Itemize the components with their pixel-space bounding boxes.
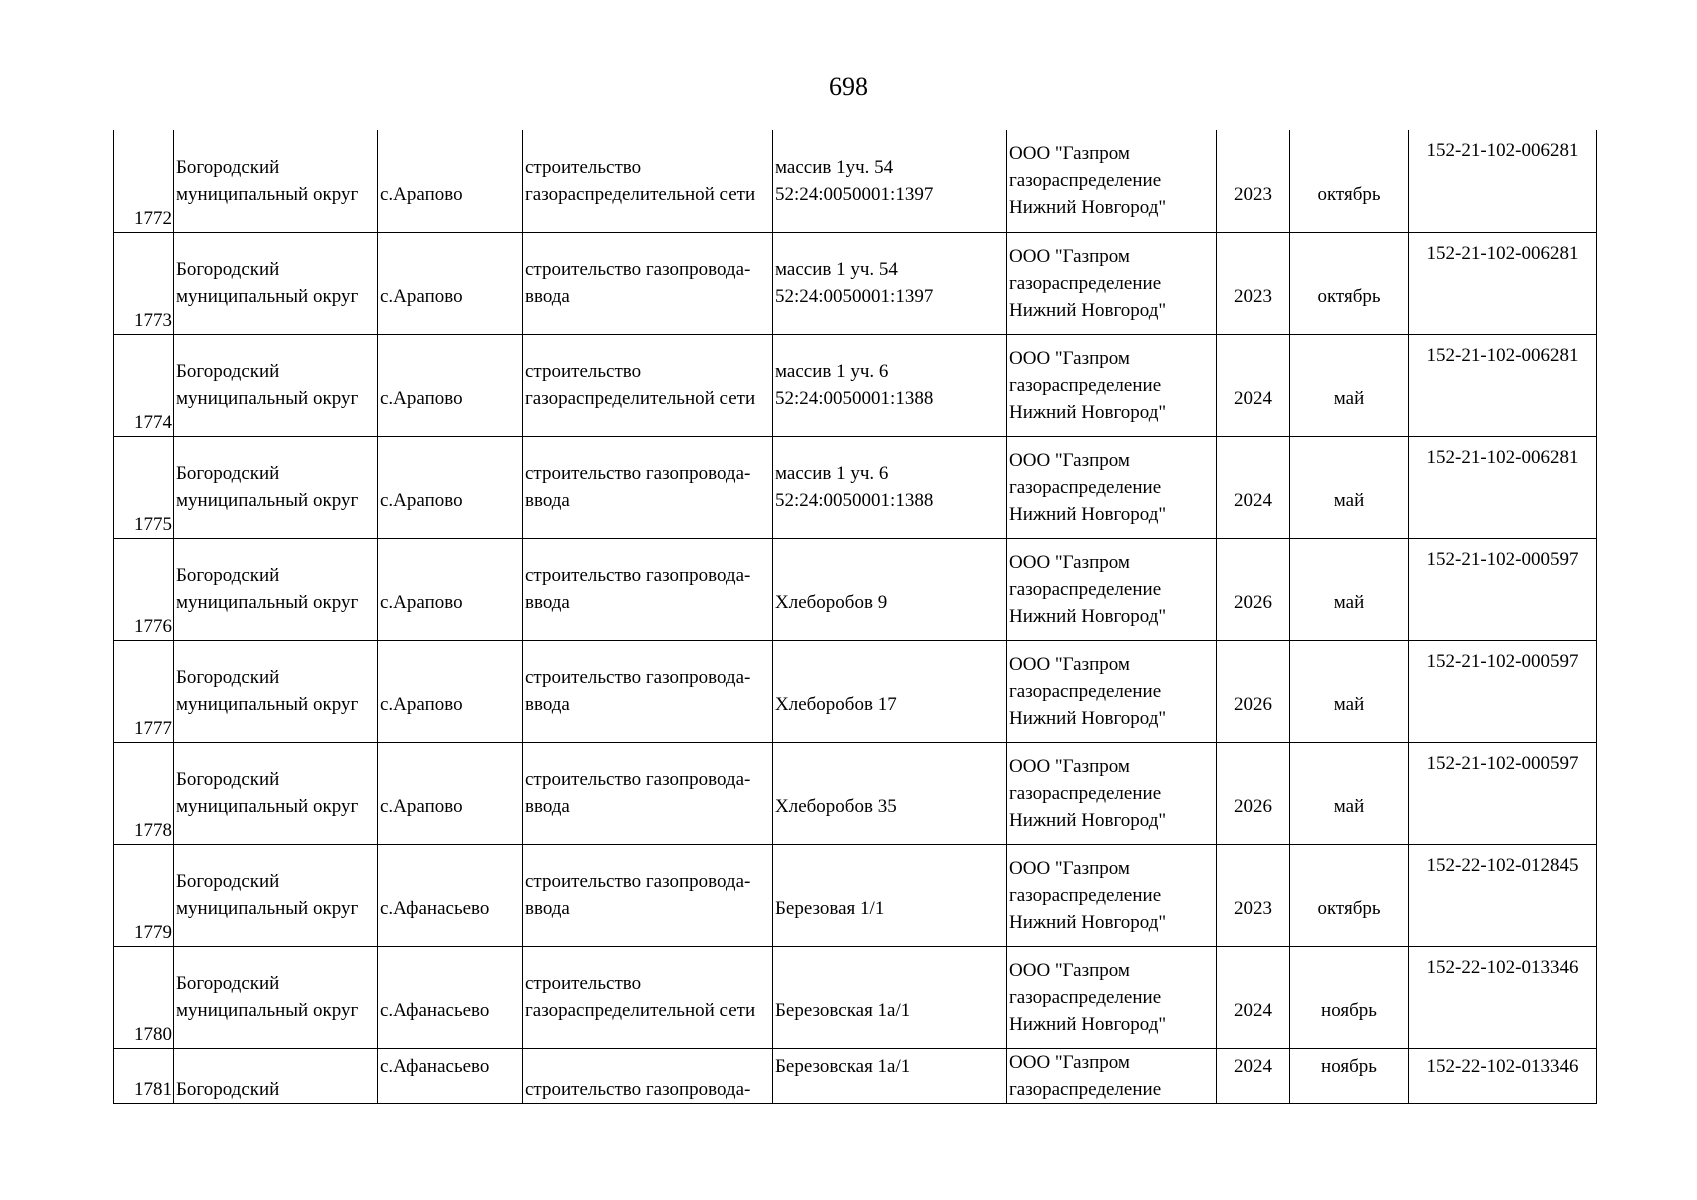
district-cell — [174, 232, 378, 334]
organization-line: Нижний Новгород" — [1009, 503, 1167, 525]
code-cell: 152-21-102-006281 — [1409, 436, 1597, 538]
organization-cell — [1007, 130, 1217, 232]
year-text: 2024 — [1234, 388, 1272, 409]
organization-line: газораспределение — [1009, 986, 1162, 1008]
year-text: 2024 — [1234, 1000, 1272, 1021]
organization-cell — [1007, 232, 1217, 334]
month-text: октябрь — [1317, 898, 1381, 919]
year-cell — [1217, 946, 1290, 1048]
address-line: 52:24:0050001:1397 — [775, 286, 934, 307]
table-row-last — [114, 1048, 1597, 1103]
settlement-text: с.Афанасьево — [380, 1000, 490, 1021]
district-line: Богородский — [176, 769, 280, 790]
settlement-cell — [378, 130, 523, 232]
organization-line: ООО "Газпром — [1009, 449, 1130, 471]
district-line: Богородский — [176, 1078, 280, 1100]
organization-line: Нижний Новгород" — [1009, 605, 1167, 627]
organization-line: газораспределение — [1009, 476, 1162, 498]
work-line: строительство газопровода- — [525, 871, 751, 892]
address-line: 52:24:0050001:1388 — [775, 388, 934, 409]
year-cell — [1217, 640, 1290, 742]
address-line: 52:24:0050001:1388 — [775, 490, 934, 511]
row-number: 1773 — [114, 232, 174, 334]
settlement-text: с.Арапово — [380, 388, 463, 409]
work-cell — [523, 1048, 773, 1103]
district-line: муниципальный округ — [176, 898, 359, 919]
district-line: муниципальный округ — [176, 694, 359, 715]
year-cell — [1217, 538, 1290, 640]
work-line: ввода — [525, 898, 570, 919]
month-cell — [1290, 130, 1409, 232]
year-cell — [1217, 334, 1290, 436]
settlement-cell — [378, 640, 523, 742]
settlement-cell — [378, 538, 523, 640]
address-line: Хлеборобов 35 — [775, 796, 897, 817]
organization-line: газораспределение — [1009, 782, 1162, 804]
address-line: массив 1 уч. 6 — [775, 463, 889, 484]
organization-cell — [1007, 436, 1217, 538]
organization-line: Нижний Новгород" — [1009, 707, 1167, 729]
district-cell — [174, 334, 378, 436]
work-line: газораспределительной сети — [525, 1000, 756, 1021]
address-cell — [773, 742, 1007, 844]
month-text: октябрь — [1317, 183, 1381, 205]
district-line: Богородский — [176, 871, 280, 892]
district-line: Богородский — [176, 565, 280, 586]
month-cell — [1290, 742, 1409, 844]
organization-line: ООО "Газпром — [1009, 959, 1130, 981]
work-cell — [523, 538, 773, 640]
organization-line: Нижний Новгород" — [1009, 1013, 1167, 1035]
settlement-text: с.Афанасьево — [380, 898, 490, 919]
organization-line: газораспределение — [1009, 374, 1162, 396]
code-cell: 152-21-102-006281 — [1409, 130, 1597, 232]
table-row — [114, 844, 1597, 946]
address-line: Хлеборобов 17 — [775, 694, 897, 715]
row-number: 1774 — [114, 334, 174, 436]
organization-cell — [1007, 640, 1217, 742]
month-cell — [1290, 232, 1409, 334]
work-line: ввода — [525, 286, 570, 307]
table-row — [114, 538, 1597, 640]
organization-line: ООО "Газпром — [1009, 143, 1130, 165]
settlement-text: с.Арапово — [380, 796, 463, 817]
work-line: строительство газопровода- — [525, 1078, 751, 1100]
address-cell — [773, 130, 1007, 232]
year-text: 2023 — [1234, 898, 1272, 919]
work-cell — [523, 436, 773, 538]
address-line: массив 1 уч. 6 — [775, 361, 889, 382]
address-line: Березовая 1/1 — [775, 898, 885, 919]
month-text: май — [1333, 796, 1365, 817]
address-line: Хлеборобов 9 — [775, 592, 888, 613]
organization-line: ООО "Газпром — [1009, 551, 1130, 573]
settlement-text: с.Арапово — [380, 694, 463, 715]
settlement-cell — [378, 334, 523, 436]
organization-line: Нижний Новгород" — [1009, 809, 1167, 831]
district-line: Богородский — [176, 973, 280, 994]
code-cell: 152-21-102-006281 — [1409, 334, 1597, 436]
month-text: май — [1333, 388, 1365, 409]
district-line: Богородский — [176, 156, 280, 178]
district-line: муниципальный округ — [176, 388, 359, 409]
year-cell — [1217, 232, 1290, 334]
settlement-cell — [378, 742, 523, 844]
year-text: 2026 — [1234, 796, 1272, 817]
month-cell — [1290, 436, 1409, 538]
table-row — [114, 436, 1597, 538]
district-cell — [174, 742, 378, 844]
address-cell: Березовская 1а/1 — [773, 1048, 1007, 1103]
organization-line: Нижний Новгород" — [1009, 911, 1167, 933]
register-table — [113, 130, 1597, 1104]
month-text: ноябрь — [1321, 1000, 1377, 1021]
district-line: муниципальный округ — [176, 286, 359, 307]
work-line: строительство — [525, 156, 642, 178]
organization-cell — [1007, 334, 1217, 436]
address-cell — [773, 538, 1007, 640]
organization-line: газораспределение — [1009, 170, 1162, 192]
district-cell — [174, 946, 378, 1048]
year-text: 2026 — [1234, 694, 1272, 715]
work-cell — [523, 640, 773, 742]
work-cell — [523, 844, 773, 946]
address-cell — [773, 946, 1007, 1048]
organization-line: газораспределение — [1009, 1078, 1162, 1100]
settlement-text: с.Арапово — [380, 490, 463, 511]
work-line: газораспределительной сети — [525, 183, 756, 205]
district-cell — [174, 130, 378, 232]
row-number: 1778 — [114, 742, 174, 844]
work-line: газораспределительной сети — [525, 388, 756, 409]
address-cell — [773, 844, 1007, 946]
district-cell — [174, 640, 378, 742]
district-cell — [174, 844, 378, 946]
district-line: Богородский — [176, 667, 280, 688]
year-text: 2026 — [1234, 592, 1272, 613]
year-cell — [1217, 130, 1290, 232]
settlement-text: с.Арапово — [380, 592, 463, 613]
organization-cell — [1007, 538, 1217, 640]
work-line: ввода — [525, 796, 570, 817]
code-cell: 152-22-102-013346 — [1409, 946, 1597, 1048]
table-row — [114, 130, 1597, 232]
organization-line: ООО "Газпром — [1009, 857, 1130, 879]
district-line: Богородский — [176, 361, 280, 382]
district-line: Богородский — [176, 463, 280, 484]
row-number: 1780 — [114, 946, 174, 1048]
year-text: 2023 — [1234, 286, 1272, 307]
year-cell — [1217, 436, 1290, 538]
year-text: 2023 — [1234, 183, 1272, 205]
district-cell — [174, 538, 378, 640]
organization-line: ООО "Газпром — [1009, 245, 1130, 267]
address-cell — [773, 640, 1007, 742]
address-line: массив 1уч. 54 — [775, 156, 894, 178]
table-row — [114, 640, 1597, 742]
month-cell: ноябрь — [1290, 1048, 1409, 1103]
code-cell: 152-21-102-000597 — [1409, 742, 1597, 844]
organization-line: Нижний Новгород" — [1009, 401, 1167, 423]
district-line: муниципальный округ — [176, 490, 359, 511]
table-row — [114, 334, 1597, 436]
settlement-cell — [378, 436, 523, 538]
row-number: 1779 — [114, 844, 174, 946]
organization-line: ООО "Газпром — [1009, 1051, 1130, 1073]
organization-line: газораспределение — [1009, 578, 1162, 600]
address-line: 52:24:0050001:1397 — [775, 183, 934, 205]
address-cell — [773, 436, 1007, 538]
settlement-text: с.Арапово — [380, 286, 463, 307]
work-line: строительство газопровода- — [525, 259, 751, 280]
code-cell: 152-21-102-000597 — [1409, 640, 1597, 742]
district-line: муниципальный округ — [176, 183, 359, 205]
work-line: строительство — [525, 973, 642, 994]
district-line: муниципальный округ — [176, 592, 359, 613]
work-line: строительство — [525, 361, 642, 382]
organization-cell — [1007, 946, 1217, 1048]
month-cell — [1290, 538, 1409, 640]
row-number: 1776 — [114, 538, 174, 640]
table-row — [114, 946, 1597, 1048]
work-cell — [523, 232, 773, 334]
organization-line: ООО "Газпром — [1009, 347, 1130, 369]
work-line: ввода — [525, 694, 570, 715]
code-cell: 152-22-102-013346 — [1409, 1048, 1597, 1103]
row-number: 1772 — [114, 130, 174, 232]
settlement-cell: с.Афанасьево — [378, 1048, 523, 1103]
year-cell: 2024 — [1217, 1048, 1290, 1103]
work-cell — [523, 946, 773, 1048]
month-text: май — [1333, 490, 1365, 511]
district-line: муниципальный округ — [176, 796, 359, 817]
organization-line: Нижний Новгород" — [1009, 299, 1167, 321]
row-number: 1777 — [114, 640, 174, 742]
work-line: строительство газопровода- — [525, 565, 751, 586]
month-text: май — [1333, 592, 1365, 613]
month-text: май — [1333, 694, 1365, 715]
year-cell — [1217, 742, 1290, 844]
settlement-cell — [378, 232, 523, 334]
district-line: муниципальный округ — [176, 1000, 359, 1021]
work-line: строительство газопровода- — [525, 769, 751, 790]
page-number: 698 — [829, 72, 868, 101]
district-cell — [174, 1048, 378, 1103]
year-text: 2024 — [1234, 490, 1272, 511]
table-row — [114, 232, 1597, 334]
month-cell — [1290, 844, 1409, 946]
work-line: ввода — [525, 592, 570, 613]
organization-cell — [1007, 844, 1217, 946]
address-line: Березовская 1а/1 — [775, 1000, 911, 1021]
settlement-cell — [378, 946, 523, 1048]
work-cell — [523, 130, 773, 232]
row-number: 1781 — [114, 1048, 174, 1103]
month-text: октябрь — [1317, 286, 1381, 307]
organization-line: ООО "Газпром — [1009, 653, 1130, 675]
table-row — [114, 742, 1597, 844]
settlement-cell — [378, 844, 523, 946]
row-number: 1775 — [114, 436, 174, 538]
work-line: строительство газопровода- — [525, 667, 751, 688]
organization-line: газораспределение — [1009, 680, 1162, 702]
year-cell — [1217, 844, 1290, 946]
work-line: ввода — [525, 490, 570, 511]
organization-line: ООО "Газпром — [1009, 755, 1130, 777]
settlement-text: с.Арапово — [380, 183, 463, 205]
work-cell — [523, 334, 773, 436]
organization-line: газораспределение — [1009, 272, 1162, 294]
organization-cell — [1007, 742, 1217, 844]
month-cell — [1290, 946, 1409, 1048]
code-cell: 152-21-102-000597 — [1409, 538, 1597, 640]
organization-line: Нижний Новгород" — [1009, 197, 1167, 219]
organization-cell — [1007, 1048, 1217, 1103]
table-body — [114, 130, 1597, 1103]
code-cell: 152-22-102-012845 — [1409, 844, 1597, 946]
address-cell — [773, 232, 1007, 334]
district-line: Богородский — [176, 259, 280, 280]
address-line: массив 1 уч. 54 — [775, 259, 898, 280]
work-line: строительство газопровода- — [525, 463, 751, 484]
organization-line: газораспределение — [1009, 884, 1162, 906]
code-cell: 152-21-102-006281 — [1409, 232, 1597, 334]
district-cell — [174, 436, 378, 538]
month-cell — [1290, 334, 1409, 436]
address-cell — [773, 334, 1007, 436]
month-cell — [1290, 640, 1409, 742]
work-cell — [523, 742, 773, 844]
